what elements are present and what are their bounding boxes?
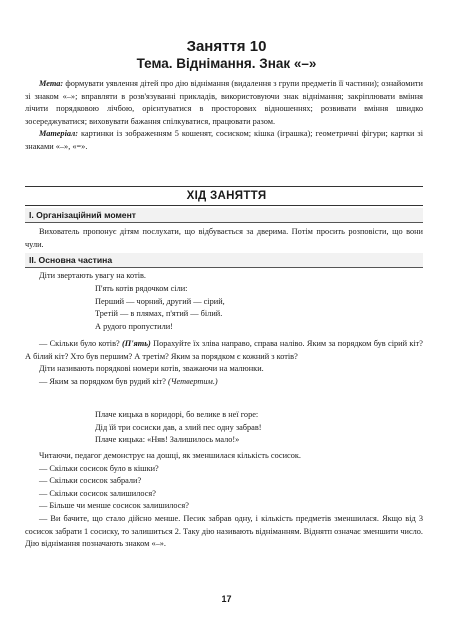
question-cats-count: — Скільки було котів? (П'ять) Порахуйте їх зліва направо, справа наліво. Яким за порядком був сірий кіт? А білий кіт? Хто був першим? А третім? Яким за порядком є кожний з котів?: [25, 339, 423, 361]
part2-heading: ІІ. Основна частина: [25, 253, 423, 268]
sausage-block: [25, 450, 423, 551]
kids-number-cats: Діти називають порядкові номери котів, зважаючи на малюнки.: [39, 364, 264, 374]
section-title: ХІД ЗАНЯТТЯ: [186, 190, 267, 202]
material-label: Матеріал:: [39, 129, 79, 139]
goal-text: формувати уявлення дітей про дію віднімання (видалення з групи предметів її частини); ознайомити зі знаком «–»; вправляти в розв'язуванні прикладів, використовуючи знак віднімання; закріплювати вміння лічити порядковою лічбою, орієнтуватися в просторових відношеннях; розвивати вміння швидко зосереджуватися; виховувати бажання спілкуватися, працювати разом.: [25, 79, 423, 126]
part1-heading: І. Організаційний момент: [25, 208, 423, 223]
page-number: 17: [221, 594, 232, 604]
lesson-topic: Тема. Віднімання. Знак «–»: [136, 56, 317, 71]
q-more-or-less: — Більше чи менше сосисок залишилося?: [39, 501, 189, 511]
goal-label: Мета:: [39, 79, 64, 88]
goal-paragraph: [25, 78, 423, 128]
q-sausages-taken: — Скільки сосисок забрали?: [39, 476, 142, 486]
material-text: картинки із зображенням 5 кошенят, сосиском; кішка (іграшка); геометричні фігури; картки зі знаками «–», «=».: [25, 129, 423, 151]
divider-top: [25, 186, 423, 187]
part2-questions-block: [25, 338, 423, 388]
q-sausages-left: — Скільки сосисок залишилося?: [39, 488, 156, 498]
part2-line1: Діти звертають увагу на котів.: [39, 271, 146, 280]
part1-text: Вихователь пропонує дітям послухати, що відбувається за дверима. Потім просить розповісти, що вони чули.: [25, 227, 423, 249]
intro-block: [25, 78, 423, 154]
reading-note: Читаючи, педагог демонструє на дошці, як зменшилася кількість сосисок.: [39, 451, 301, 460]
poem-kitten: Плаче кицька в коридорі, бо велике в неї горе: Дід їй три сосиски дав, а злий пес одну забрав! Плаче кицька: «Няв! Залишилось мало!»: [95, 410, 262, 445]
lesson-title: Заняття 10: [186, 38, 267, 55]
question-ginger-cat: — Яким за порядком був рудий кіт? (Четвертим.): [39, 376, 218, 386]
q-sausages-had: — Скільки сосисок було в кішки?: [39, 463, 159, 473]
poem-cats: П'ять котів рядочком сіли: Перший — чорний, другий — сірий, Третій — в плямах, п'ятий — білий. А рудого пропустили!: [95, 284, 225, 331]
subtraction-explanation: — Ви бачите, що стало дійсно менше. Песик забрав одну, і кількість предметів зменшилася. Якщо від 3 сосисок забрати 1 сосиску, то залишиться 2. Таку дію називають відніманням. Віднятп означає зменшити число. Дію віднімання позначають знаком «–».: [25, 513, 423, 549]
divider-bottom: [25, 205, 423, 206]
material-paragraph: [25, 128, 423, 153]
